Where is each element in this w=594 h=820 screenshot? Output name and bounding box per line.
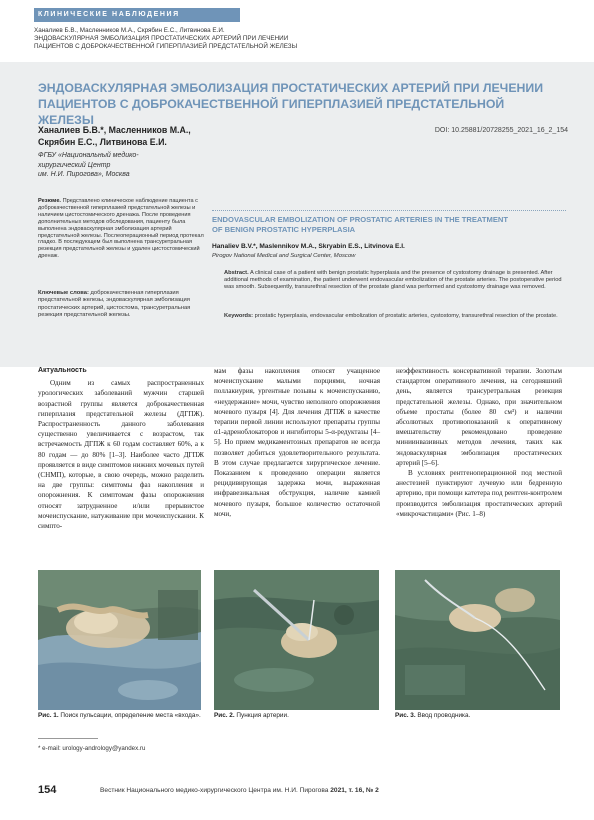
abstract-ru-text: Представлено клиническое наблюдение пациента с доброкачественной гиперплазией предстательной железы и наличием цистостомического дренажа. После проведения дополнительных методов обследования, пациенту была выполнена эндоваскулярная эмболизация артерий предстательной железы. Послеоперационный период протекал гладко. В последующем был выполнена трансуретральная резекция предстательной железы и удален цистостомический дренаж. [38, 198, 204, 260]
figure-1-label: Рис. 1. [38, 712, 59, 719]
figure-1-image [38, 570, 201, 710]
journal-issue: 2021, т. 16, № 2 [330, 787, 379, 794]
journal-footer [100, 787, 530, 794]
affiliation-ru-line-1: ФГБУ «Национальный медико- [38, 152, 139, 159]
authors-ru-line-1: Ханалиев Б.В.*, Масленников М.А., [38, 125, 191, 135]
figure-1-caption [38, 712, 201, 721]
figure-2-caption-text: Пункция артерии. [236, 712, 289, 719]
figure-1-photo [38, 570, 201, 710]
figure-2-label: Рис. 2. [214, 712, 235, 719]
authors-en: Hanaliev B.V.*, Maslennikov M.A., Skryabin E.S., Litvinova E.I. [212, 243, 405, 250]
affiliation-ru-line-3: им. Н.И. Пирогова», Москва [38, 171, 130, 178]
footnote-rule [38, 738, 98, 739]
figure-3-caption-text: Ввод проводника. [417, 712, 471, 719]
journal-name: Вестник Национального медико-хирургического Центра им. Н.И. Пирогова [100, 787, 329, 794]
abstract-en-label: Abstract. [224, 270, 249, 276]
figure-3-caption [395, 712, 560, 721]
abstract-ru [38, 198, 204, 260]
article-title-line-1: ЭНДОВАСКУЛЯРНАЯ ЭМБОЛИЗАЦИЯ ПРОСТАТИЧЕСКИХ АРТЕРИЙ ПРИ ЛЕЧЕНИИ [38, 81, 544, 95]
body-paragraph: В условиях рентгеноперационной под местной анестезией пунктируют лучевую или бедренную артерию, при помощи катетера под рентген-контролем производится эмболизация простатических артерий «микрочастицами» (Рис. 1–8) [396, 469, 562, 518]
keywords-ru-label: Ключевые слова: [38, 290, 89, 296]
figure-3-image [395, 570, 560, 710]
running-head-title-line-2: ПАЦИЕНТОВ С ДОБРОКАЧЕСТВЕННОЙ ГИПЕРПЛАЗИЕЙ ПРЕДСТАТЕЛЬНОЙ ЖЕЛЕЗЫ [34, 43, 298, 51]
section-label: КЛИНИЧЕСКИЕ НАБЛЮДЕНИЯ [38, 11, 180, 18]
body-paragraph: Одним из самых распространенных урологических заболеваний мужчин старшей возрастной группы является доброкачественная гиперплазия предстательной железы (ДГПЖ). Распространенность данного заболевания существенно увеличивается с возрастом, так встречаемость ДГПЖ к 60 годам составляет 60%, а к 80 годам — до 80% [1–3]. Наиболее часто ДГПЖ проявляется в виде симптомов нижних мочевых путей (СНМП), которые, в свою очередь, можно разделить на две группы: симптомы фаз накопления и опорожнения. К симптомам фазы опорожнения относят затрудненное и/или прерывистое мочеиспускание, натуживание при мочеиспускании. К симпто- [38, 379, 204, 531]
keywords-ru [38, 290, 204, 320]
figure-3-photo [395, 570, 560, 710]
section-heading-relevance: Актуальность [38, 367, 87, 374]
article-title-en-line-1: ENDOVASCULAR EMBOLIZATION OF PROSTATIC ARTERIES IN THE TREATMENT [212, 215, 509, 224]
body-paragraph: неэффективность консервативной терапии. Золотым стандартом оперативного лечения, на сегодняшний день, является трансуретральная резекция предстательной железы. Однако, при значительном объеме простаты (более 80 см³) и наличии абсолютных противопоказаний к оперативному вмешательству рекомендовано проведение миниинвазивных методов лечения, таких как эндоваскулярная эмболизация простатических артерий [5–6]. [396, 367, 562, 467]
figure-2-caption [214, 712, 379, 721]
body-paragraph: мам фазы накопления относят учащенное мочеиспускание малыми порциями, ночная поллакиурия, ургентные позывы к мочеиспусканию, «неудержание» мочи, чувство неполного опорожнения мочевого пузыря [4]. Для лечения ДГПЖ в качестве терапии первой линии используют препараты группы α1-адреноблокаторов и ингибиторы 5-α-редуктазы [4–5]. Но прием медикаментозных препаратов не всегда позволяет добиться удовлетворительного результата. В этом случае предлагается хирургическое лечение. Показанием к проведению операции является рецидивирующая задержка мочи, выраженная инфравезикальная обструкция, наличие камней мочевого пузыря, большое количество остаточной мочи, [214, 367, 380, 518]
article-title-en [212, 215, 566, 235]
figure-2-image [214, 570, 379, 710]
figure-1-caption-text: Поиск пульсации, определение места «входа». [60, 712, 201, 719]
running-head-authors: Ханалиев Б.В., Масленников М.А., Скрябин Е.С., Литвинова Е.И. [34, 27, 225, 34]
affiliation-ru-line-2: хирургический Центр [38, 161, 111, 169]
doi[interactable]: DOI: 10.25881/20728255_2021_16_2_154 [434, 127, 568, 134]
authors-ru-line-2: Скрябин Е.С., Литвинова Е.И. [38, 136, 167, 147]
body-column-3 [396, 366, 562, 519]
article-title [38, 80, 558, 128]
body-column-2 [214, 366, 380, 519]
article-title-line-2: ПАЦИЕНТОВ С ДОБРОКАЧЕСТВЕННОЙ ГИПЕРПЛАЗИЕЙ ПРЕДСТАТЕЛЬНОЙ ЖЕЛЕЗЫ [38, 97, 505, 127]
affiliation-en: Pirogov National Medical and Surgical Center, Moscow [212, 253, 356, 259]
keywords-en-label: Keywords: [224, 313, 254, 319]
page-number: 154 [38, 784, 57, 796]
running-head [34, 27, 574, 52]
keywords-en-text: prostatic hyperplasia, endovascular embolization of prostatic arteries, cystostomy, transurethral resection of the prostate. [254, 313, 558, 319]
keywords-en [212, 313, 566, 320]
english-section-divider [212, 210, 566, 211]
keywords-ru-text: доброкачественная гиперплазия предстательной железы, эндоваскулярная эмболизация простатических артерий, цистостома, трансуретральная резекция предстательной железы. [38, 290, 191, 319]
body-column-1 [38, 366, 204, 531]
article-title-en-line-2: OF BENIGN PROSTATIC HYPERPLASIA [212, 225, 356, 234]
affiliation-ru [38, 151, 198, 180]
authors-ru [38, 125, 218, 148]
abstract-en-text: A clinical case of a patient with benign prostatic hyperplasia and the presence of cystostomy drainage is presented. After additional methods of examination, the patient underwent endovascular embolization of the prostate arteries. The postoperative period was smooth. Subsequently, transurethral resection of the prostate gland was performed and cystostomy drainage was removed. [224, 270, 562, 290]
figure-3-label: Рис. 3. [395, 712, 416, 719]
figure-2-photo [214, 570, 379, 710]
running-head-title-line-1: ЭНДОВАСКУЛЯРНАЯ ЭМБОЛИЗАЦИЯ ПРОСТАТИЧЕСКИХ АРТЕРИЙ ПРИ ЛЕЧЕНИИ [34, 35, 289, 43]
abstract-ru-label: Резюме. [38, 198, 61, 204]
section-label-bar [34, 8, 240, 22]
abstract-en [212, 270, 566, 291]
footnote-email[interactable]: * e-mail: urology-andrology@yandex.ru [38, 745, 146, 752]
